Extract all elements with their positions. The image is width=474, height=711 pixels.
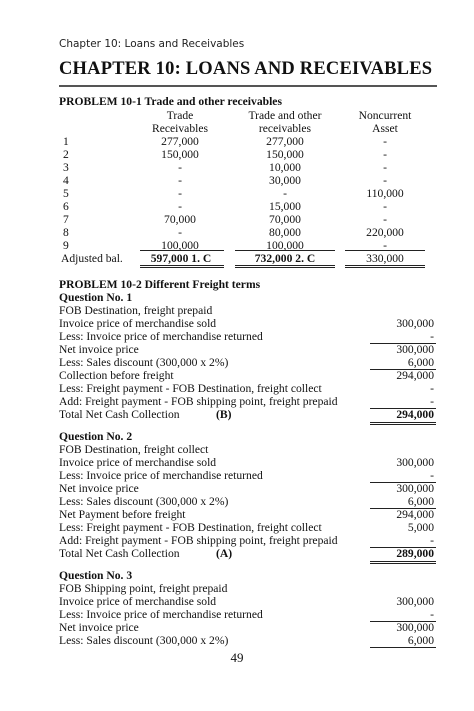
problem-10-1-heading: PROBLEM 10-1 Trade and other receivables bbox=[59, 95, 282, 108]
adjusted-trade: 597,000 1. C bbox=[150, 252, 212, 265]
line-amount: 300,000 bbox=[396, 595, 434, 608]
adjusted-trade-other: 732,000 2. C bbox=[254, 252, 316, 265]
freight-terms: FOB Shipping point, freight prepaid bbox=[59, 582, 228, 595]
chapter-title: CHAPTER 10: LOANS AND RECEIVABLES bbox=[59, 59, 433, 79]
line-label: Net invoice price bbox=[59, 343, 139, 356]
col-header-noncurrent: Noncurrent bbox=[358, 109, 412, 122]
line-amount: 300,000 bbox=[396, 456, 434, 469]
line-label: Net invoice price bbox=[59, 621, 139, 634]
col-header-trade-other-2: receivables bbox=[258, 122, 312, 135]
rule-trade bbox=[140, 250, 224, 251]
trade-value: 277,000 bbox=[161, 135, 199, 148]
line-amount: 300,000 bbox=[396, 343, 434, 356]
trade-value: - bbox=[178, 161, 182, 174]
rule-noncurrent bbox=[345, 250, 425, 251]
adjusted-noncurrent: 330,000 bbox=[366, 252, 404, 265]
col-header-trade-other: Trade and other bbox=[248, 109, 322, 122]
dbl-rule-trade bbox=[140, 265, 224, 268]
total-amount: 289,000 bbox=[396, 547, 434, 560]
trade-other-value: 277,000 bbox=[266, 135, 304, 148]
trade-value: - bbox=[178, 174, 182, 187]
line-label: Less: Freight payment - FOB Destination, freight collect bbox=[59, 382, 322, 395]
noncurrent-value: - bbox=[383, 161, 387, 174]
line-label: Add: Freight payment - FOB shipping point, freight prepaid bbox=[59, 395, 338, 408]
noncurrent-value: - bbox=[383, 148, 387, 161]
noncurrent-value: - bbox=[383, 200, 387, 213]
line-label: Less: Invoice price of merchandise returned bbox=[59, 608, 263, 621]
row-number: 6 bbox=[63, 200, 69, 213]
line-amount: 6,000 bbox=[407, 495, 434, 508]
trade-value: - bbox=[178, 200, 182, 213]
noncurrent-value: - bbox=[383, 213, 387, 226]
noncurrent-value: 110,000 bbox=[366, 187, 404, 200]
title-rule bbox=[59, 85, 437, 87]
trade-other-value: 150,000 bbox=[266, 148, 304, 161]
line-label: Invoice price of merchandise sold bbox=[59, 317, 217, 330]
row-number: 7 bbox=[63, 213, 69, 226]
line-label: Less: Sales discount (300,000 x 2%) bbox=[59, 495, 229, 508]
trade-value: - bbox=[178, 187, 182, 200]
trade-value: 70,000 bbox=[164, 213, 196, 226]
col-header-trade: Trade bbox=[166, 109, 194, 122]
line-label: Less: Freight payment - FOB Destination, freight collect bbox=[59, 521, 322, 534]
noncurrent-value: - bbox=[383, 239, 387, 252]
problem-10-2-heading: PROBLEM 10-2 Different Freight terms bbox=[59, 278, 261, 291]
line-label: Net invoice price bbox=[59, 482, 139, 495]
question-title: Question No. 1 bbox=[59, 291, 133, 304]
line-amount: - bbox=[430, 330, 434, 343]
line-amount: 300,000 bbox=[396, 482, 434, 495]
line-label: Add: Freight payment - FOB shipping point, freight prepaid bbox=[59, 534, 338, 547]
line-amount: 6,000 bbox=[407, 634, 434, 647]
total-amount: 294,000 bbox=[396, 408, 434, 421]
line-label: Less: Sales discount (300,000 x 2%) bbox=[59, 634, 229, 647]
dbl-rule-noncurrent bbox=[345, 265, 425, 268]
row-number: 4 bbox=[63, 174, 69, 187]
trade-other-value: 30,000 bbox=[269, 174, 301, 187]
line-amount: 6,000 bbox=[407, 356, 434, 369]
trade-value: 100,000 bbox=[161, 239, 199, 252]
line-amount: - bbox=[430, 469, 434, 482]
line-amount: 294,000 bbox=[396, 508, 434, 521]
line-amount: - bbox=[430, 395, 434, 408]
row-number: 5 bbox=[63, 187, 69, 200]
line-label: Less: Sales discount (300,000 x 2%) bbox=[59, 356, 229, 369]
line-label: Net Payment before freight bbox=[59, 508, 186, 521]
row-number: 9 bbox=[63, 239, 69, 252]
trade-value: - bbox=[178, 226, 182, 239]
line-label: Invoice price of merchandise sold bbox=[59, 595, 217, 608]
page-number: 49 bbox=[230, 650, 244, 665]
answer-choice: (A) bbox=[216, 547, 233, 560]
line-amount: 300,000 bbox=[396, 317, 434, 330]
adjusted-label: Adjusted bal. bbox=[61, 252, 123, 265]
question-title: Question No. 2 bbox=[59, 430, 133, 443]
freight-terms: FOB Destination, freight prepaid bbox=[59, 304, 213, 317]
total-double-rule bbox=[370, 422, 436, 425]
noncurrent-value: - bbox=[383, 174, 387, 187]
trade-other-value: - bbox=[283, 187, 287, 200]
line-label: Collection before freight bbox=[59, 369, 174, 382]
line-label: Invoice price of merchandise sold bbox=[59, 456, 217, 469]
line-amount: - bbox=[430, 382, 434, 395]
trade-value: 150,000 bbox=[161, 148, 199, 161]
total-double-rule bbox=[370, 561, 436, 564]
line-amount: 300,000 bbox=[396, 621, 434, 634]
total-label: Total Net Cash Collection bbox=[59, 547, 180, 560]
line-amount: 5,000 bbox=[407, 521, 434, 534]
running-head: Chapter 10: Loans and Receivables bbox=[59, 38, 245, 50]
question-title: Question No. 3 bbox=[59, 569, 133, 582]
trade-other-value: 15,000 bbox=[269, 200, 301, 213]
line-amount: 294,000 bbox=[396, 369, 434, 382]
col-header-trade-2: Receivables bbox=[151, 122, 208, 135]
rule-trade-other bbox=[235, 250, 335, 251]
freight-terms: FOB Destination, freight collect bbox=[59, 443, 209, 456]
row-number: 8 bbox=[63, 226, 69, 239]
line-label: Less: Invoice price of merchandise returned bbox=[59, 469, 263, 482]
col-header-noncurrent-2: Asset bbox=[372, 122, 398, 135]
trade-other-value: 10,000 bbox=[269, 161, 301, 174]
trade-other-value: 70,000 bbox=[269, 213, 301, 226]
trade-other-value: 80,000 bbox=[269, 226, 301, 239]
line-amount: - bbox=[430, 534, 434, 547]
subtotal-rule bbox=[370, 647, 436, 648]
noncurrent-value: 220,000 bbox=[366, 226, 404, 239]
noncurrent-value: - bbox=[383, 135, 387, 148]
total-label: Total Net Cash Collection bbox=[59, 408, 180, 421]
answer-choice: (B) bbox=[216, 408, 232, 421]
line-amount: - bbox=[430, 608, 434, 621]
trade-other-value: 100,000 bbox=[266, 239, 304, 252]
dbl-rule-trade-other bbox=[235, 265, 335, 268]
row-number: 2 bbox=[63, 148, 69, 161]
row-number: 3 bbox=[63, 161, 69, 174]
line-label: Less: Invoice price of merchandise returned bbox=[59, 330, 263, 343]
row-number: 1 bbox=[63, 135, 69, 148]
